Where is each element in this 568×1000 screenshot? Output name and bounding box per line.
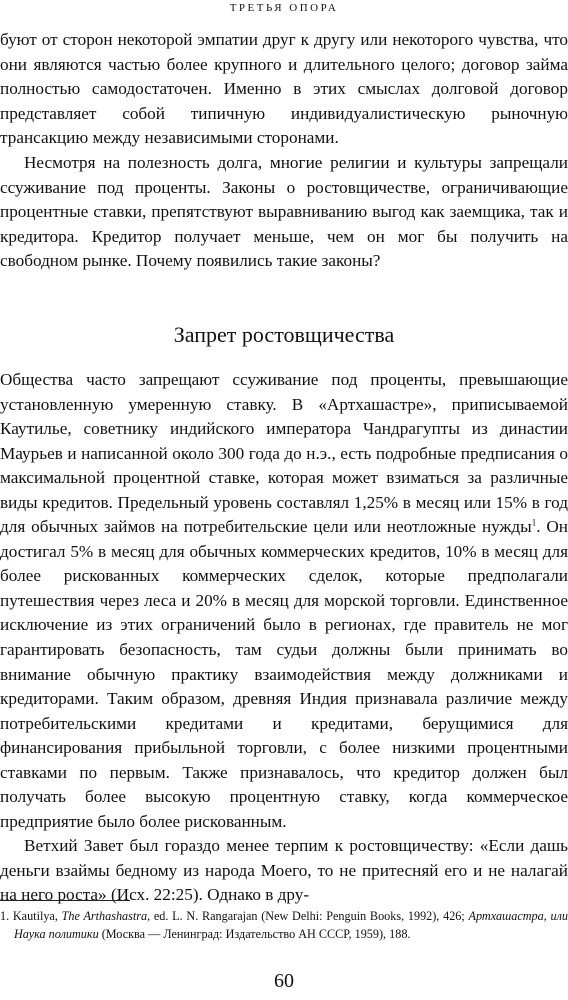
paragraph-continued: буют от сторон некоторой эмпатии друг к другу или некоторого чувства, что они являются частью более крупного и длительного целого; договор займа полностью самодостаточен. Именно в этих смыслах долговой договор представляет собой типичную индивидуалистическую рыночную трансакцию между независимыми сторонами. [0,30,568,148]
running-head: ТРЕТЬЯ ОПОРА [229,2,339,14]
footnote-details-en: , ed. L. N. Rangarajan (New Delhi: Penguin Books, 1992), 426; [147,909,469,923]
footnote-rule [0,900,130,901]
section-heading: Запрет ростовщичества [173,322,395,347]
footnote-details-ru: (Москва — Ленинград: Издательство АН СССР, 1959), 188. [98,926,411,941]
footnote-title-ru: Артхашастра, или Наука политики [14,909,568,941]
footnote [0,908,568,943]
footnote-title-en: The Arthashastra [61,909,148,923]
paragraph: Несмотря на полезность долга, многие религии и культуры запрещали ссуживание под проценты. Законы о ростовщичестве, ограничивающие процентные ставки, препятствуют выравниванию выгод как заемщика, так и кредитора. Кредитор получает меньше, чем он мог бы получить на свободном рынке. Почему появились такие законы? [0,152,568,271]
paragraph-main-part1: Общества часто запрещают ссуживание под проценты, превышающие установленную умеренную ставку. В «Артхашастре», приписываемой Каутилье, советнику индийского императора Чандрагупты из династии Маурьев и написанной около 300 года до н.э., есть подробные предписания о максимальной процентной ставке, которая может взиматься за различные виды кредитов. Предельный уровень составлял 1,25% в месяц или 15% в год для обычных займов на потребительские цели или неотложные нужды [0,370,568,537]
paragraph-last: Ветхий Завет был гораздо менее терпим к ростовщичеству: «Если дашь деньги взаймы бедному из народа Моего, то не притесняй его и не налагай на него роста» (Исх. 22:25). Однако в дру- [0,836,568,905]
paragraph-main [0,368,568,834]
footnote-ref[interactable]: 1 [531,517,537,528]
page-number: 60 [274,970,294,992]
footnote-1 [0,908,568,943]
body-text-top [0,28,568,274]
paragraph-main-part2: . Он достигал 5% в месяц для обычных коммерческих кредитов, 10% в месяц для более рискованных коммерческих сделок, которые предполагали путешествия через леса и 20% в месяц для морской торговли. Единственное исключение из этих ограничений было в регионах, где правитель не мог гарантировать безопасность, там судьи должны были принимать во внимание обычную практику взаимодействия между должниками и кредиторами. Таким образом, древняя Индия признавала различие между потребительскими кредитами и кредитами, берущимися для финансирования прибыльной торговли, с более низкими процентными ставками по первым. Также признавалось, что кредитор должен был получать более высокую процентную ставку, когда коммерческое предприятие было более рискованным. [0,517,568,831]
body-text-main [0,368,568,908]
footnote-number: 1. [0,909,10,923]
footnote-author: Kautilya, [9,909,62,923]
